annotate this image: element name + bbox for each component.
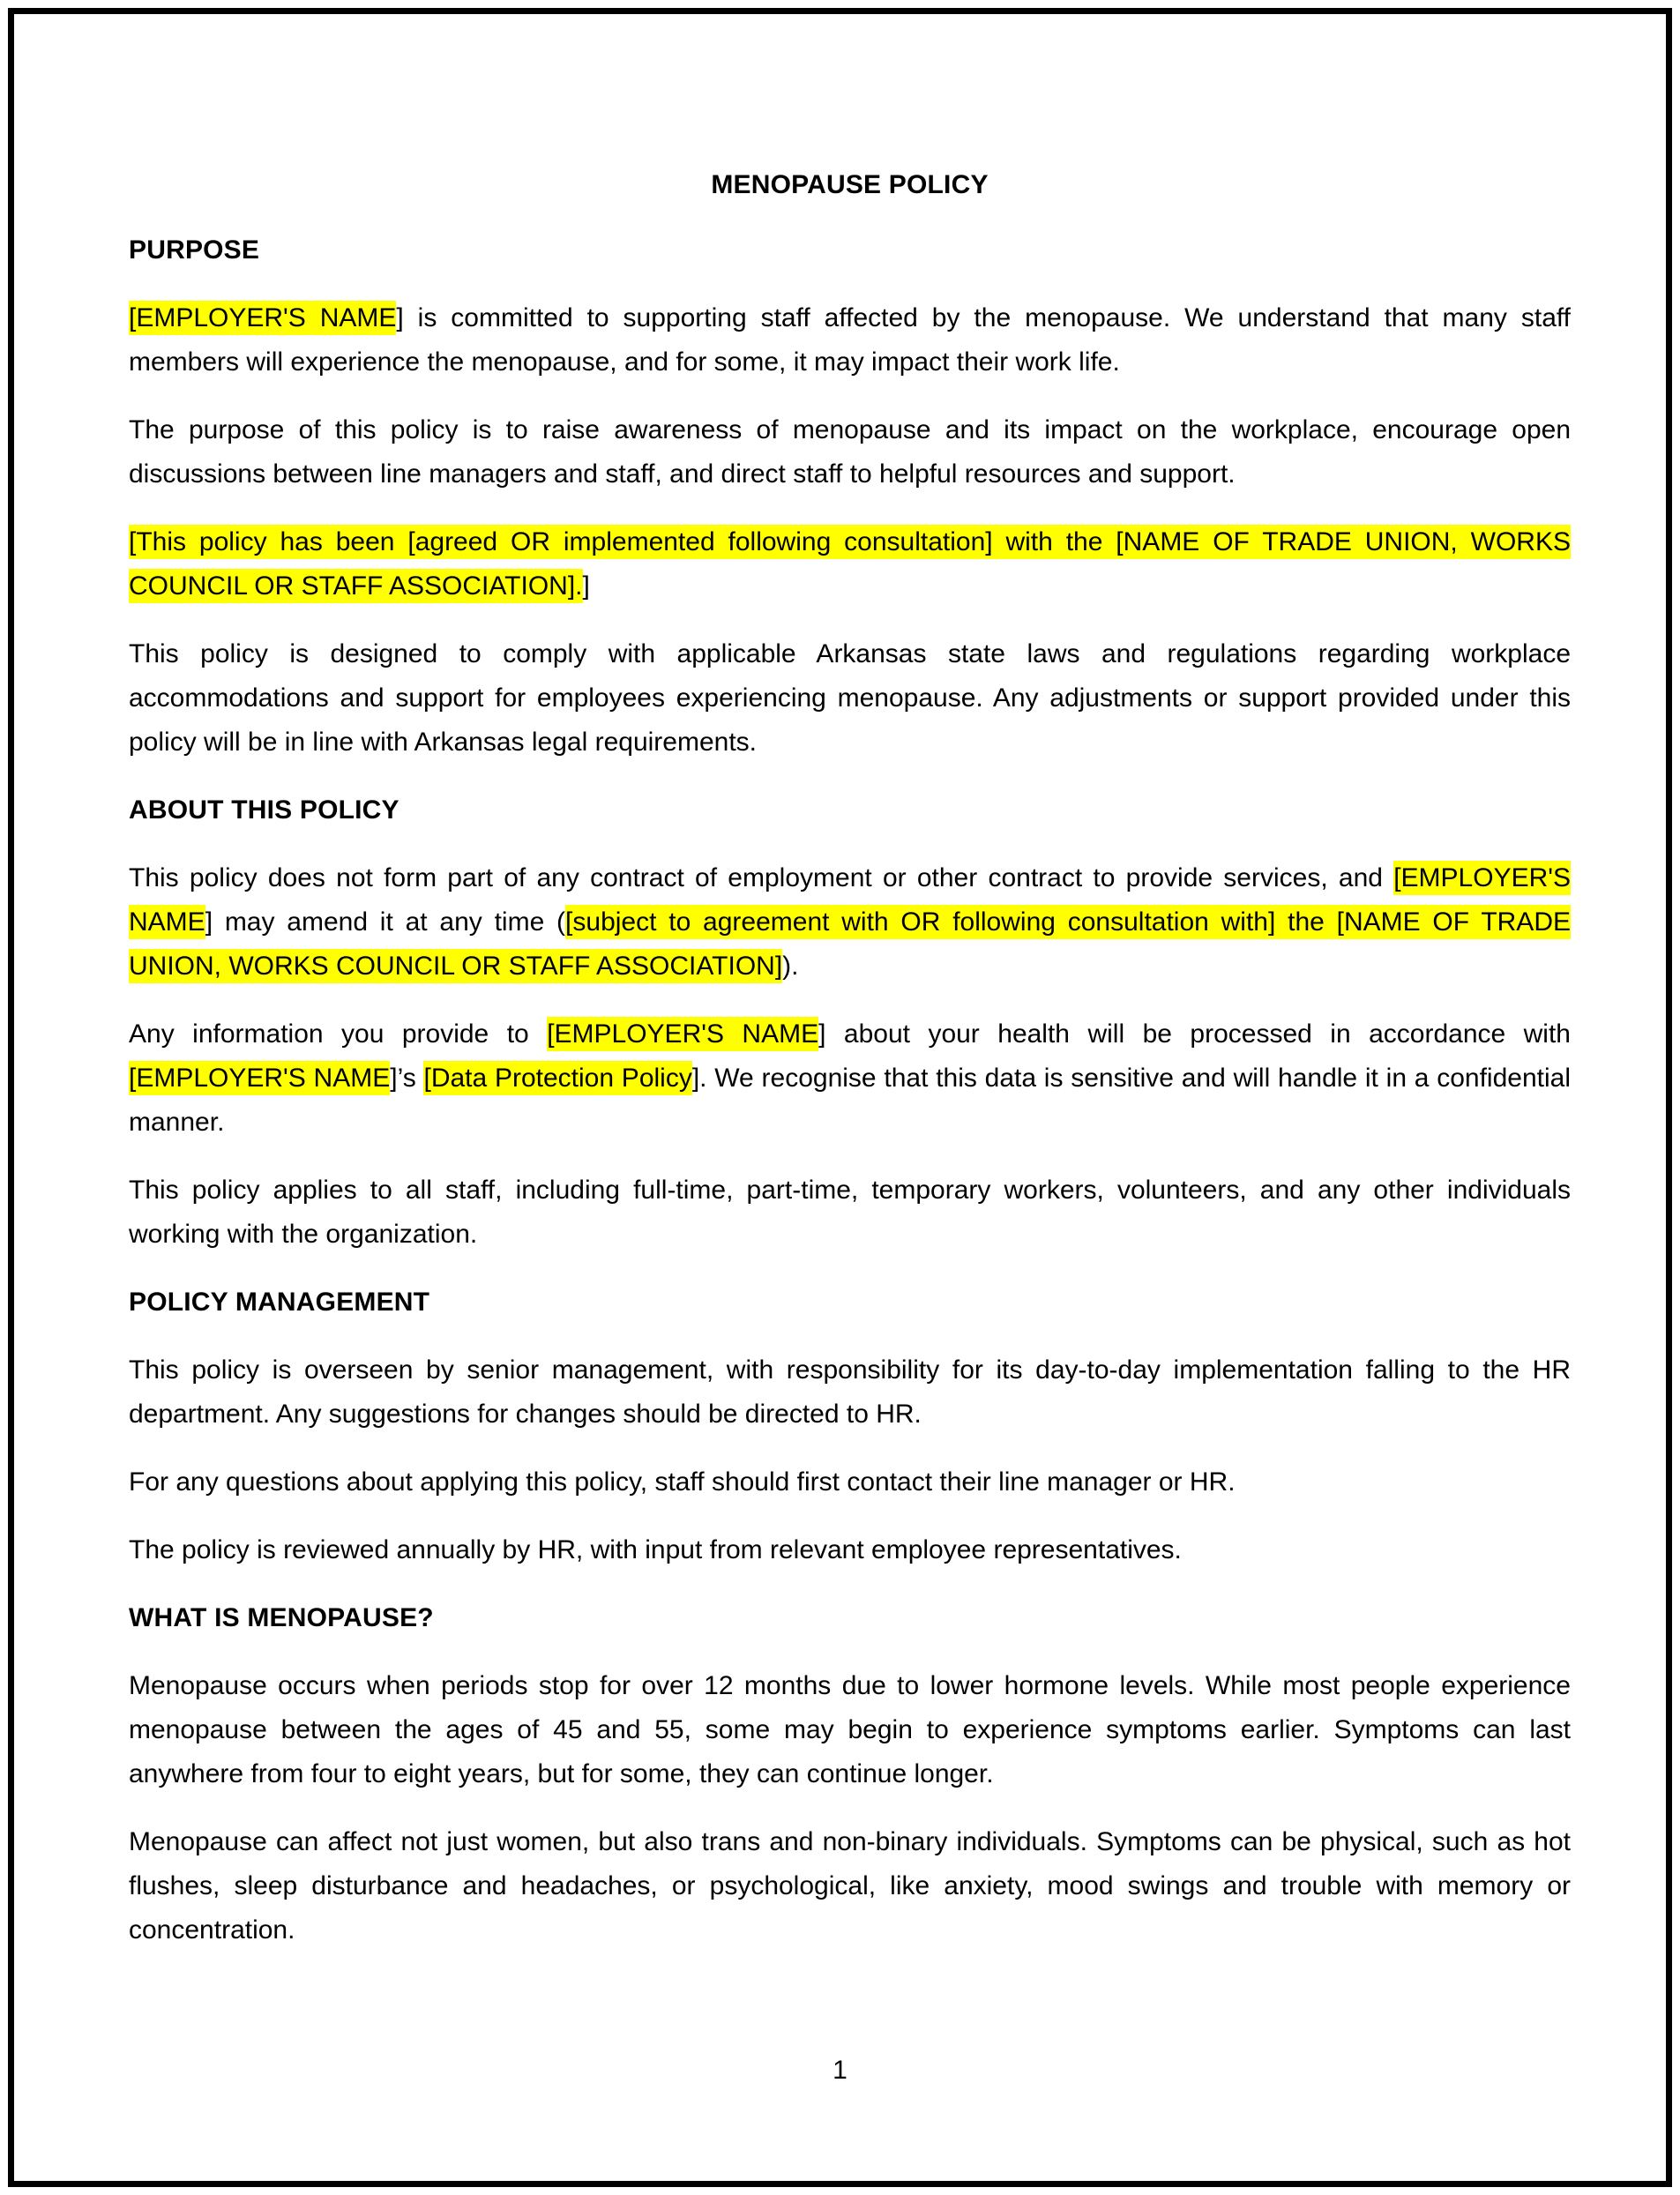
- page-number: 1: [833, 2056, 847, 2085]
- body-text: Menopause can affect not just women, but also trans and non-binary individuals. Symptoms can be physical, such as hot flushes, sleep disturbance and headaches, or psychological, like anxiety, mood swings and trouble with memory or concentration.: [129, 1827, 1571, 1945]
- section-heading: PURPOSE: [129, 235, 260, 265]
- document-title: MENOPAUSE POLICY: [711, 170, 989, 199]
- body-text: ] is committed to supporting staff affected by the menopause. We understand that many staff members will experience the menopause, and for some, it may impact their work life.: [129, 303, 1572, 377]
- body-text: This policy does not form part of any contract of employment or other contract to provide services, and: [129, 863, 1394, 892]
- paragraph: [129, 632, 1571, 765]
- paragraph: [129, 1348, 1571, 1437]
- document-content: [129, 163, 1571, 1976]
- body-text: The policy is reviewed annually by HR, with input from relevant employee representatives.: [129, 1535, 1182, 1564]
- body-text: ]: [582, 571, 590, 601]
- section-heading: POLICY MANAGEMENT: [129, 1288, 430, 1317]
- body-text: This policy is designed to comply with applicable Arkansas state laws and regulations regarding workplace accommodations and support for employees experiencing menopause. Any adjustments or support provided under this policy will be in line with Arkansas legal requirements.: [129, 639, 1571, 757]
- body-text: This policy applies to all staff, including full-time, part-time, temporary workers, volunteers, and any other individuals working with the organization.: [129, 1176, 1571, 1249]
- highlighted-text: [EMPLOYER'S NAME: [129, 861, 1571, 939]
- document-body: [129, 228, 1571, 1952]
- paragraph: [129, 1820, 1571, 1952]
- highlighted-text: [subject to agreement with OR following consultation with] the [NAME OF TRADE UNION, WORKS COUNCIL OR STAFF ASSOCIATION]: [129, 905, 1571, 983]
- body-text: The purpose of this policy is to raise awareness of menopause and its impact on the workplace, encourage open discussions between line managers and staff, and direct staff to helpful resources and support.: [129, 415, 1571, 489]
- body-text: ]. We recognise that this data is sensitive and will handle it in a confidential manner.: [129, 1064, 1572, 1137]
- paragraph: [129, 408, 1571, 496]
- section-heading: ABOUT THIS POLICY: [129, 795, 399, 825]
- body-text: This policy is overseen by senior management, with responsibility for its day-to-day implementation falling to the HR department. Any suggestions for changes should be directed to HR.: [129, 1355, 1571, 1429]
- paragraph: [129, 520, 1571, 608]
- paragraph: [129, 296, 1571, 384]
- highlighted-text: [This policy has been [agreed OR implemented following consultation] with the [NAME OF TRADE UNION, WORKS COUNCIL OR STAFF ASSOCIATION].: [129, 525, 1571, 603]
- highlighted-text: [EMPLOYER'S NAME: [129, 301, 396, 335]
- paragraph: [129, 856, 1571, 989]
- paragraph: [129, 1012, 1571, 1145]
- paragraph: [129, 1664, 1571, 1796]
- body-text: Menopause occurs when periods stop for over 12 months due to lower hormone levels. While most people experience menopause between the ages of 45 and 55, some may begin to experience symptoms earlier. Symptoms can last anywhere from four to eight years, but for some, they can continue longer.: [129, 1671, 1571, 1788]
- body-text: ).: [782, 952, 799, 981]
- body-text: ] about your health will be processed in accordance with: [818, 1019, 1571, 1049]
- body-text: Any information you provide to: [129, 1019, 548, 1049]
- highlighted-text: [Data Protection Policy: [423, 1061, 691, 1095]
- highlighted-text: [EMPLOYER'S NAME: [129, 1061, 390, 1095]
- paragraph: [129, 1528, 1571, 1572]
- body-text: ] may amend it at any time (: [205, 907, 566, 937]
- body-text: For any questions about applying this policy, staff should first contact their line manager or HR.: [129, 1467, 1236, 1497]
- body-text: ]’s: [390, 1064, 424, 1093]
- highlighted-text: [EMPLOYER'S NAME: [547, 1017, 818, 1051]
- paragraph: [129, 1168, 1571, 1257]
- paragraph: [129, 1460, 1571, 1504]
- section-heading: WHAT IS MENOPAUSE?: [129, 1603, 434, 1632]
